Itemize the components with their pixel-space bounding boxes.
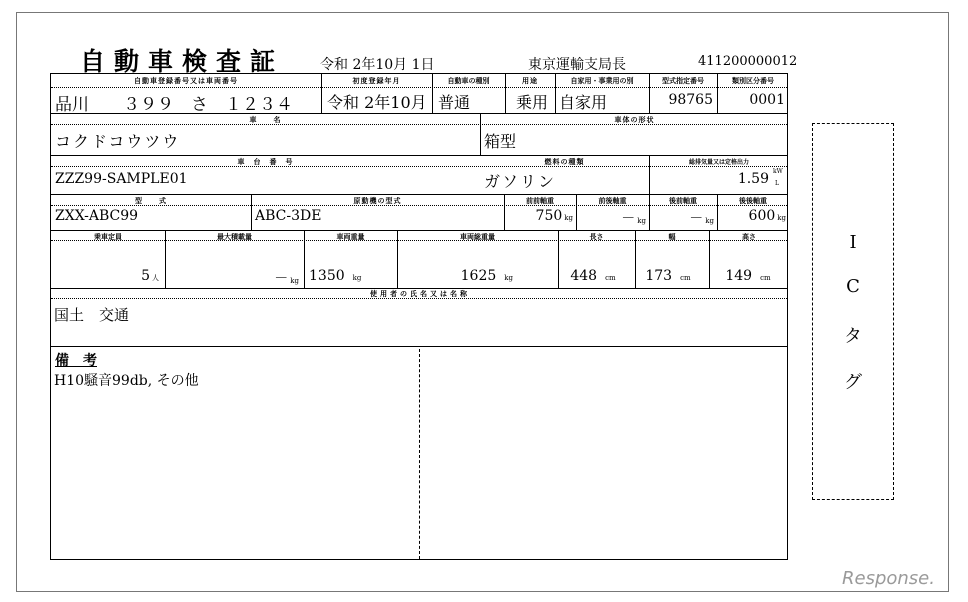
chassis-number: ZZZ99-SAMPLE01 xyxy=(55,171,188,187)
label-model: 型 式 xyxy=(135,197,167,205)
label-body-shape: 車体の形状 xyxy=(614,116,655,124)
engine-model: ABC-3DE xyxy=(255,208,322,224)
label-user-name: 使用者の氏名又は名称 xyxy=(370,290,470,298)
remarks-text: H10騒音99db, その他 xyxy=(54,373,199,389)
label-rear-rear-axle: 後後軸重 xyxy=(739,197,767,205)
class-number: 0001 xyxy=(749,92,785,108)
displacement: 1.59 xyxy=(737,171,769,187)
label-width: 幅 xyxy=(668,233,676,241)
width: 173 cm xyxy=(645,268,691,284)
passenger-capacity: 5 人 xyxy=(141,268,159,284)
label-engine-model: 原動機の型式 xyxy=(353,197,402,205)
ic-tag-char: I xyxy=(849,232,857,253)
private-business: 自家用 xyxy=(559,93,608,112)
model: ZXX-ABC99 xyxy=(55,208,139,224)
issue-date: 令和 2年10月 1日 xyxy=(320,57,435,73)
front-front-axle-weight: 750 kg xyxy=(535,208,573,224)
front-rear-axle-weight: － kg xyxy=(621,211,646,227)
vehicle-type: 普通 xyxy=(438,93,471,112)
label-private-business: 自家用・事業用の別 xyxy=(570,77,634,85)
label-length: 長さ xyxy=(589,233,604,241)
label-displacement: 総排気量又は定格出力 xyxy=(688,159,749,166)
ic-tag-area xyxy=(812,123,894,500)
first-registration: 令和 2年10月 xyxy=(327,93,427,112)
rear-rear-axle-weight: 600 kg xyxy=(748,208,786,224)
label-rear-front-axle: 後前軸重 xyxy=(669,197,697,205)
ic-tag-char: C xyxy=(846,276,860,297)
label-gross-weight: 車両総重量 xyxy=(460,233,495,241)
label-max-load: 最大積載量 xyxy=(217,233,252,241)
ic-tag-char: グ xyxy=(844,372,862,393)
fuel-type: ガソリン xyxy=(484,172,557,191)
label-height: 高さ xyxy=(742,233,756,241)
user-name: 国土 交通 xyxy=(54,306,130,324)
length: 448 cm xyxy=(570,268,616,284)
label-class-number: 類別区分番号 xyxy=(732,77,774,85)
model-designation: 98765 xyxy=(668,92,713,108)
gross-weight: 1625 kg xyxy=(460,268,513,284)
label-vehicle-name: 車 名 xyxy=(249,116,282,124)
remarks-label: 備 考 xyxy=(55,353,97,369)
label-vehicle-weight: 車両重量 xyxy=(336,233,365,241)
label-registration-number: 自動車登録番号又は車両番号 xyxy=(134,77,238,85)
label-model-designation: 型式指定番号 xyxy=(662,77,704,85)
height: 149 cm xyxy=(725,268,771,284)
certificate-number: 411200000012 xyxy=(698,54,798,69)
unit-l: L xyxy=(775,180,779,187)
response-watermark: Response. xyxy=(842,568,935,589)
unit-kw: kW xyxy=(773,168,783,175)
rear-front-axle-weight: － kg xyxy=(689,211,714,227)
label-first-registration: 初度登録年月 xyxy=(352,77,401,85)
label-front-front-axle: 前前軸重 xyxy=(526,197,554,205)
vehicle-name: コクドコウツウ xyxy=(55,132,181,151)
label-capacity: 乗車定員 xyxy=(94,233,122,241)
certificate-table xyxy=(50,73,788,560)
label-chassis-number: 車 台 番 号 xyxy=(237,158,294,166)
vehicle-weight: 1350 kg xyxy=(309,268,362,284)
registration-number: 品川 ３９９ さ １２３４ xyxy=(55,95,293,115)
use: 乗用 xyxy=(516,93,549,112)
label-front-rear-axle: 前後軸重 xyxy=(598,197,627,205)
label-fuel-type: 燃料の種類 xyxy=(544,158,585,166)
document-title: 自動車検査証 xyxy=(80,47,285,76)
label-vehicle-type: 自動車の種別 xyxy=(447,77,490,85)
issuing-office: 東京運輸支局長 xyxy=(528,57,626,73)
ic-tag-char: タ xyxy=(844,326,862,347)
remarks-divider xyxy=(419,349,420,559)
body-shape: 箱型 xyxy=(484,132,517,151)
label-use: 用途 xyxy=(522,77,538,85)
max-load: － kg xyxy=(274,271,299,287)
